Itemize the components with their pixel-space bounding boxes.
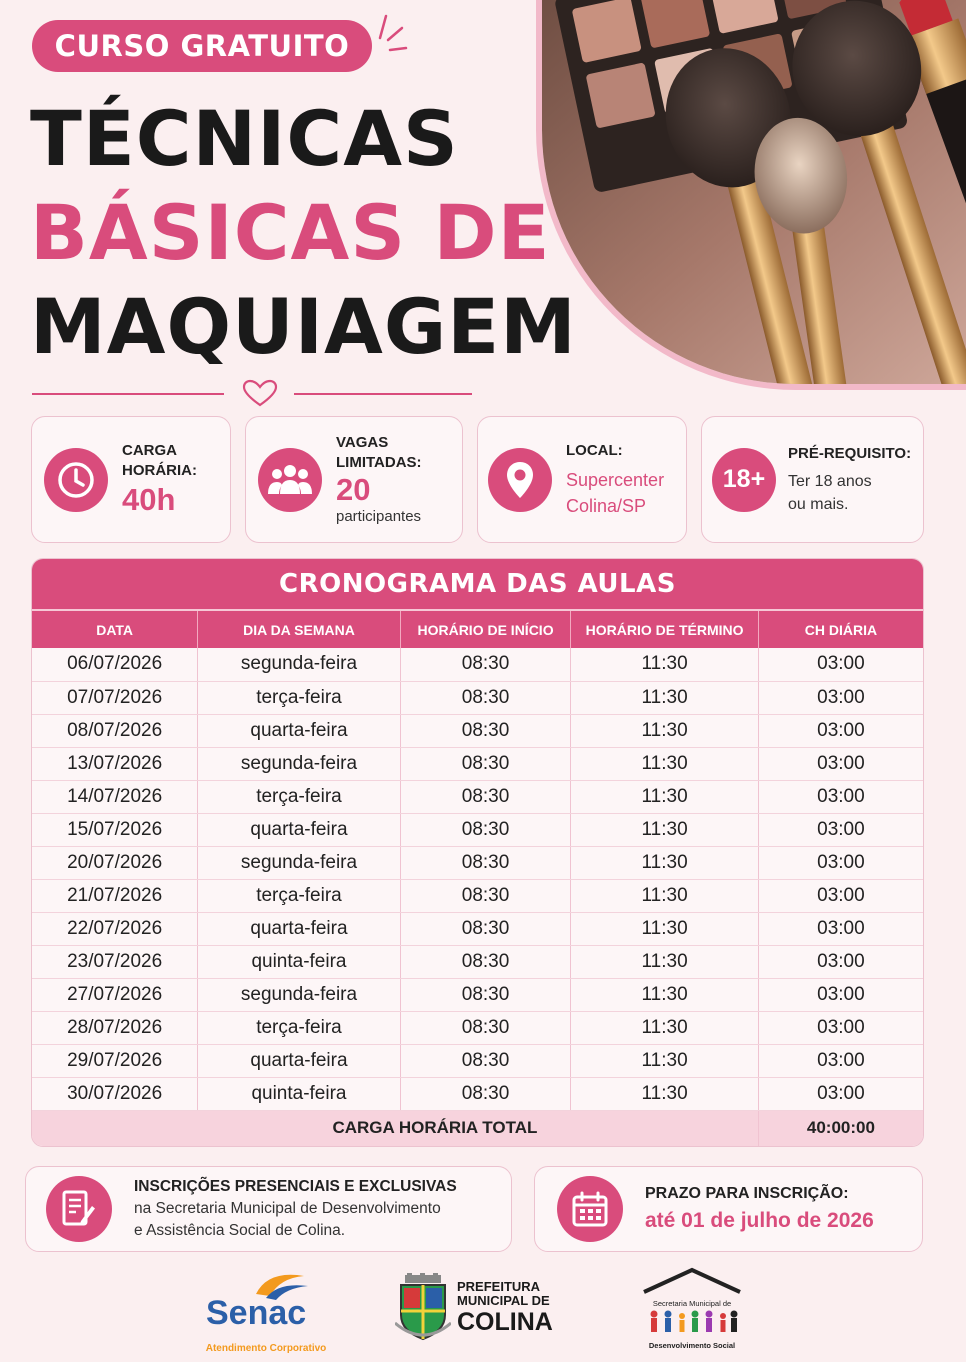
table-cell: 03:00: [758, 1044, 923, 1077]
carga-value: 40h: [122, 481, 176, 517]
table-cell: 28/07/2026: [32, 1011, 198, 1044]
table-row: [32, 747, 923, 780]
table-cell: segunda-feira: [198, 648, 401, 681]
secretaria-logo: [638, 1266, 746, 1350]
card-carga-horaria: [31, 416, 231, 543]
total-row: [32, 1110, 923, 1146]
column-header: CH DIÁRIA: [758, 610, 923, 648]
table-cell: 03:00: [758, 978, 923, 1011]
senac-logo: [196, 1266, 336, 1354]
vagas-value: 20: [336, 471, 371, 507]
table-cell: 22/07/2026: [32, 912, 198, 945]
heart-divider: [32, 378, 472, 408]
table-cell: 11:30: [571, 681, 759, 714]
table-cell: 11:30: [571, 1011, 759, 1044]
table-cell: 11:30: [571, 1077, 759, 1110]
table-cell: 03:00: [758, 714, 923, 747]
table-cell: 08:30: [400, 648, 571, 681]
column-header: DATA: [32, 610, 198, 648]
total-value: 40:00:00: [758, 1110, 923, 1146]
table-cell: quarta-feira: [198, 714, 401, 747]
table-cell: 14/07/2026: [32, 780, 198, 813]
local-line-2: Colina/SP: [566, 495, 647, 516]
table-cell: 03:00: [758, 681, 923, 714]
table-row: [32, 1077, 923, 1110]
table-cell: terça-feira: [198, 879, 401, 912]
table-cell: 08:30: [400, 780, 571, 813]
table-header-row: [32, 610, 923, 648]
table-cell: 03:00: [758, 1077, 923, 1110]
carga-label-1: CARGA: [122, 441, 177, 459]
inscricoes-line-2: e Assistência Social de Colina.: [134, 1222, 346, 1239]
table-row: [32, 780, 923, 813]
table-cell: 08:30: [400, 1044, 571, 1077]
card-pre-requisito: [701, 416, 924, 543]
table-cell: quarta-feira: [198, 912, 401, 945]
table-cell: 11:30: [571, 945, 759, 978]
table-cell: 08:30: [400, 714, 571, 747]
table-cell: segunda-feira: [198, 846, 401, 879]
table-cell: terça-feira: [198, 1011, 401, 1044]
senac-wordmark: Senac: [206, 1294, 307, 1326]
table-cell: 06/07/2026: [32, 648, 198, 681]
card-local: [477, 416, 687, 543]
table-cell: 08:30: [400, 1077, 571, 1110]
table-cell: 20/07/2026: [32, 846, 198, 879]
table-cell: quarta-feira: [198, 1044, 401, 1077]
table-cell: 03:00: [758, 780, 923, 813]
table-cell: terça-feira: [198, 681, 401, 714]
column-header: HORÁRIO DE INÍCIO: [400, 610, 571, 648]
table-cell: 08:30: [400, 846, 571, 879]
table-row: [32, 945, 923, 978]
table-cell: 03:00: [758, 912, 923, 945]
schedule-table: [31, 558, 924, 1147]
table-cell: 29/07/2026: [32, 1044, 198, 1077]
table-row: [32, 978, 923, 1011]
table-cell: quinta-feira: [198, 1077, 401, 1110]
prazo-title: PRAZO PARA INSCRIÇÃO:: [645, 1185, 849, 1202]
table-cell: 07/07/2026: [32, 681, 198, 714]
table-cell: 03:00: [758, 747, 923, 780]
secretaria-line-1: Secretaria Municipal de: [652, 1299, 732, 1308]
title-line-3: MAQUIAGEM: [30, 282, 577, 371]
document-pen-icon: [46, 1176, 112, 1242]
table-cell: 08:30: [400, 747, 571, 780]
users-icon: [258, 448, 322, 512]
table-cell: 11:30: [571, 648, 759, 681]
table-cell: 08:30: [400, 681, 571, 714]
prefeitura-line-3: COLINA: [457, 1308, 553, 1336]
column-header: HORÁRIO DE TÉRMINO: [571, 610, 759, 648]
prefeitura-line-1: PREFEITURA: [457, 1279, 541, 1294]
vagas-sub: participantes: [336, 507, 422, 525]
vagas-label-1: VAGAS: [336, 433, 389, 451]
prefeitura-line-2: MUNICIPAL DE: [457, 1293, 550, 1308]
inscricoes-title: INSCRIÇÕES PRESENCIAIS E EXCLUSIVAS: [134, 1178, 457, 1195]
table-cell: 11:30: [571, 846, 759, 879]
table-cell: segunda-feira: [198, 978, 401, 1011]
table-cell: 08:30: [400, 1011, 571, 1044]
table-cell: 23/07/2026: [32, 945, 198, 978]
heart-icon: [244, 381, 276, 405]
inscricoes-box: [25, 1166, 512, 1252]
table-cell: 03:00: [758, 813, 923, 846]
card-vagas: [245, 416, 463, 543]
table-cell: 27/07/2026: [32, 978, 198, 1011]
table-cell: 11:30: [571, 714, 759, 747]
requisito-line-2: ou mais.: [788, 495, 849, 513]
inscricoes-line-1: na Secretaria Municipal de Desenvolvimento: [134, 1200, 441, 1217]
table-cell: quinta-feira: [198, 945, 401, 978]
table-cell: 03:00: [758, 1011, 923, 1044]
table-row: [32, 714, 923, 747]
age-18-badge: 18+: [712, 448, 776, 512]
location-pin-icon: [488, 448, 552, 512]
table-cell: quarta-feira: [198, 813, 401, 846]
table-cell: 11:30: [571, 879, 759, 912]
table-row: [32, 846, 923, 879]
page-title: [30, 92, 577, 374]
table-row: [32, 912, 923, 945]
table-cell: 08:30: [400, 879, 571, 912]
table-cell: 03:00: [758, 846, 923, 879]
colina-coat-of-arms-icon: [395, 1273, 451, 1343]
table-cell: 08:30: [400, 813, 571, 846]
secretaria-line-2: Desenvolvimento Social: [648, 1341, 736, 1350]
table-cell: 21/07/2026: [32, 879, 198, 912]
house-roof-icon: [638, 1266, 746, 1296]
table-row: [32, 681, 923, 714]
sparkle-decoration-icon: [372, 8, 412, 58]
local-line-1: Supercenter: [566, 469, 665, 490]
table-cell: 08/07/2026: [32, 714, 198, 747]
schedule-title: CRONOGRAMA DAS AULAS: [32, 559, 923, 609]
table-row: [32, 1011, 923, 1044]
table-cell: 11:30: [571, 1044, 759, 1077]
prazo-value: até 01 de julho de 2026: [645, 1209, 874, 1232]
table-cell: 11:30: [571, 978, 759, 1011]
title-line-2: BÁSICAS DE: [30, 188, 551, 277]
table-cell: 11:30: [571, 813, 759, 846]
table-cell: 30/07/2026: [32, 1077, 198, 1110]
table-cell: terça-feira: [198, 780, 401, 813]
prefeitura-logo: [395, 1272, 570, 1344]
table-cell: 13/07/2026: [32, 747, 198, 780]
total-label: CARGA HORÁRIA TOTAL: [32, 1110, 758, 1146]
table-cell: 03:00: [758, 879, 923, 912]
table-cell: 11:30: [571, 780, 759, 813]
title-line-1: TÉCNICAS: [30, 94, 459, 183]
local-label: LOCAL:: [566, 441, 623, 459]
table-cell: segunda-feira: [198, 747, 401, 780]
table-row: [32, 1044, 923, 1077]
table-cell: 15/07/2026: [32, 813, 198, 846]
column-header: DIA DA SEMANA: [198, 610, 401, 648]
table-row: [32, 813, 923, 846]
table-cell: 03:00: [758, 945, 923, 978]
prazo-box: [534, 1166, 923, 1252]
table-cell: 11:30: [571, 912, 759, 945]
makeup-brushes-photo: [536, 0, 966, 390]
table-cell: 08:30: [400, 912, 571, 945]
table-cell: 03:00: [758, 648, 923, 681]
senac-sub: Atendimento Corporativo: [205, 1343, 327, 1354]
requisito-label: PRÉ-REQUISITO:: [788, 444, 912, 462]
table-cell: 08:30: [400, 978, 571, 1011]
vagas-label-2: LIMITADAS:: [336, 453, 422, 471]
requisito-line-1: Ter 18 anos: [788, 472, 872, 490]
table-row: [32, 648, 923, 681]
calendar-icon: [557, 1176, 623, 1242]
clock-icon: [44, 448, 108, 512]
table-row: [32, 879, 923, 912]
course-badge: CURSO GRATUITO: [32, 20, 372, 72]
people-group-icon: [638, 1308, 746, 1336]
table-cell: 08:30: [400, 945, 571, 978]
table-cell: 11:30: [571, 747, 759, 780]
carga-label-2: HORÁRIA:: [122, 461, 197, 479]
